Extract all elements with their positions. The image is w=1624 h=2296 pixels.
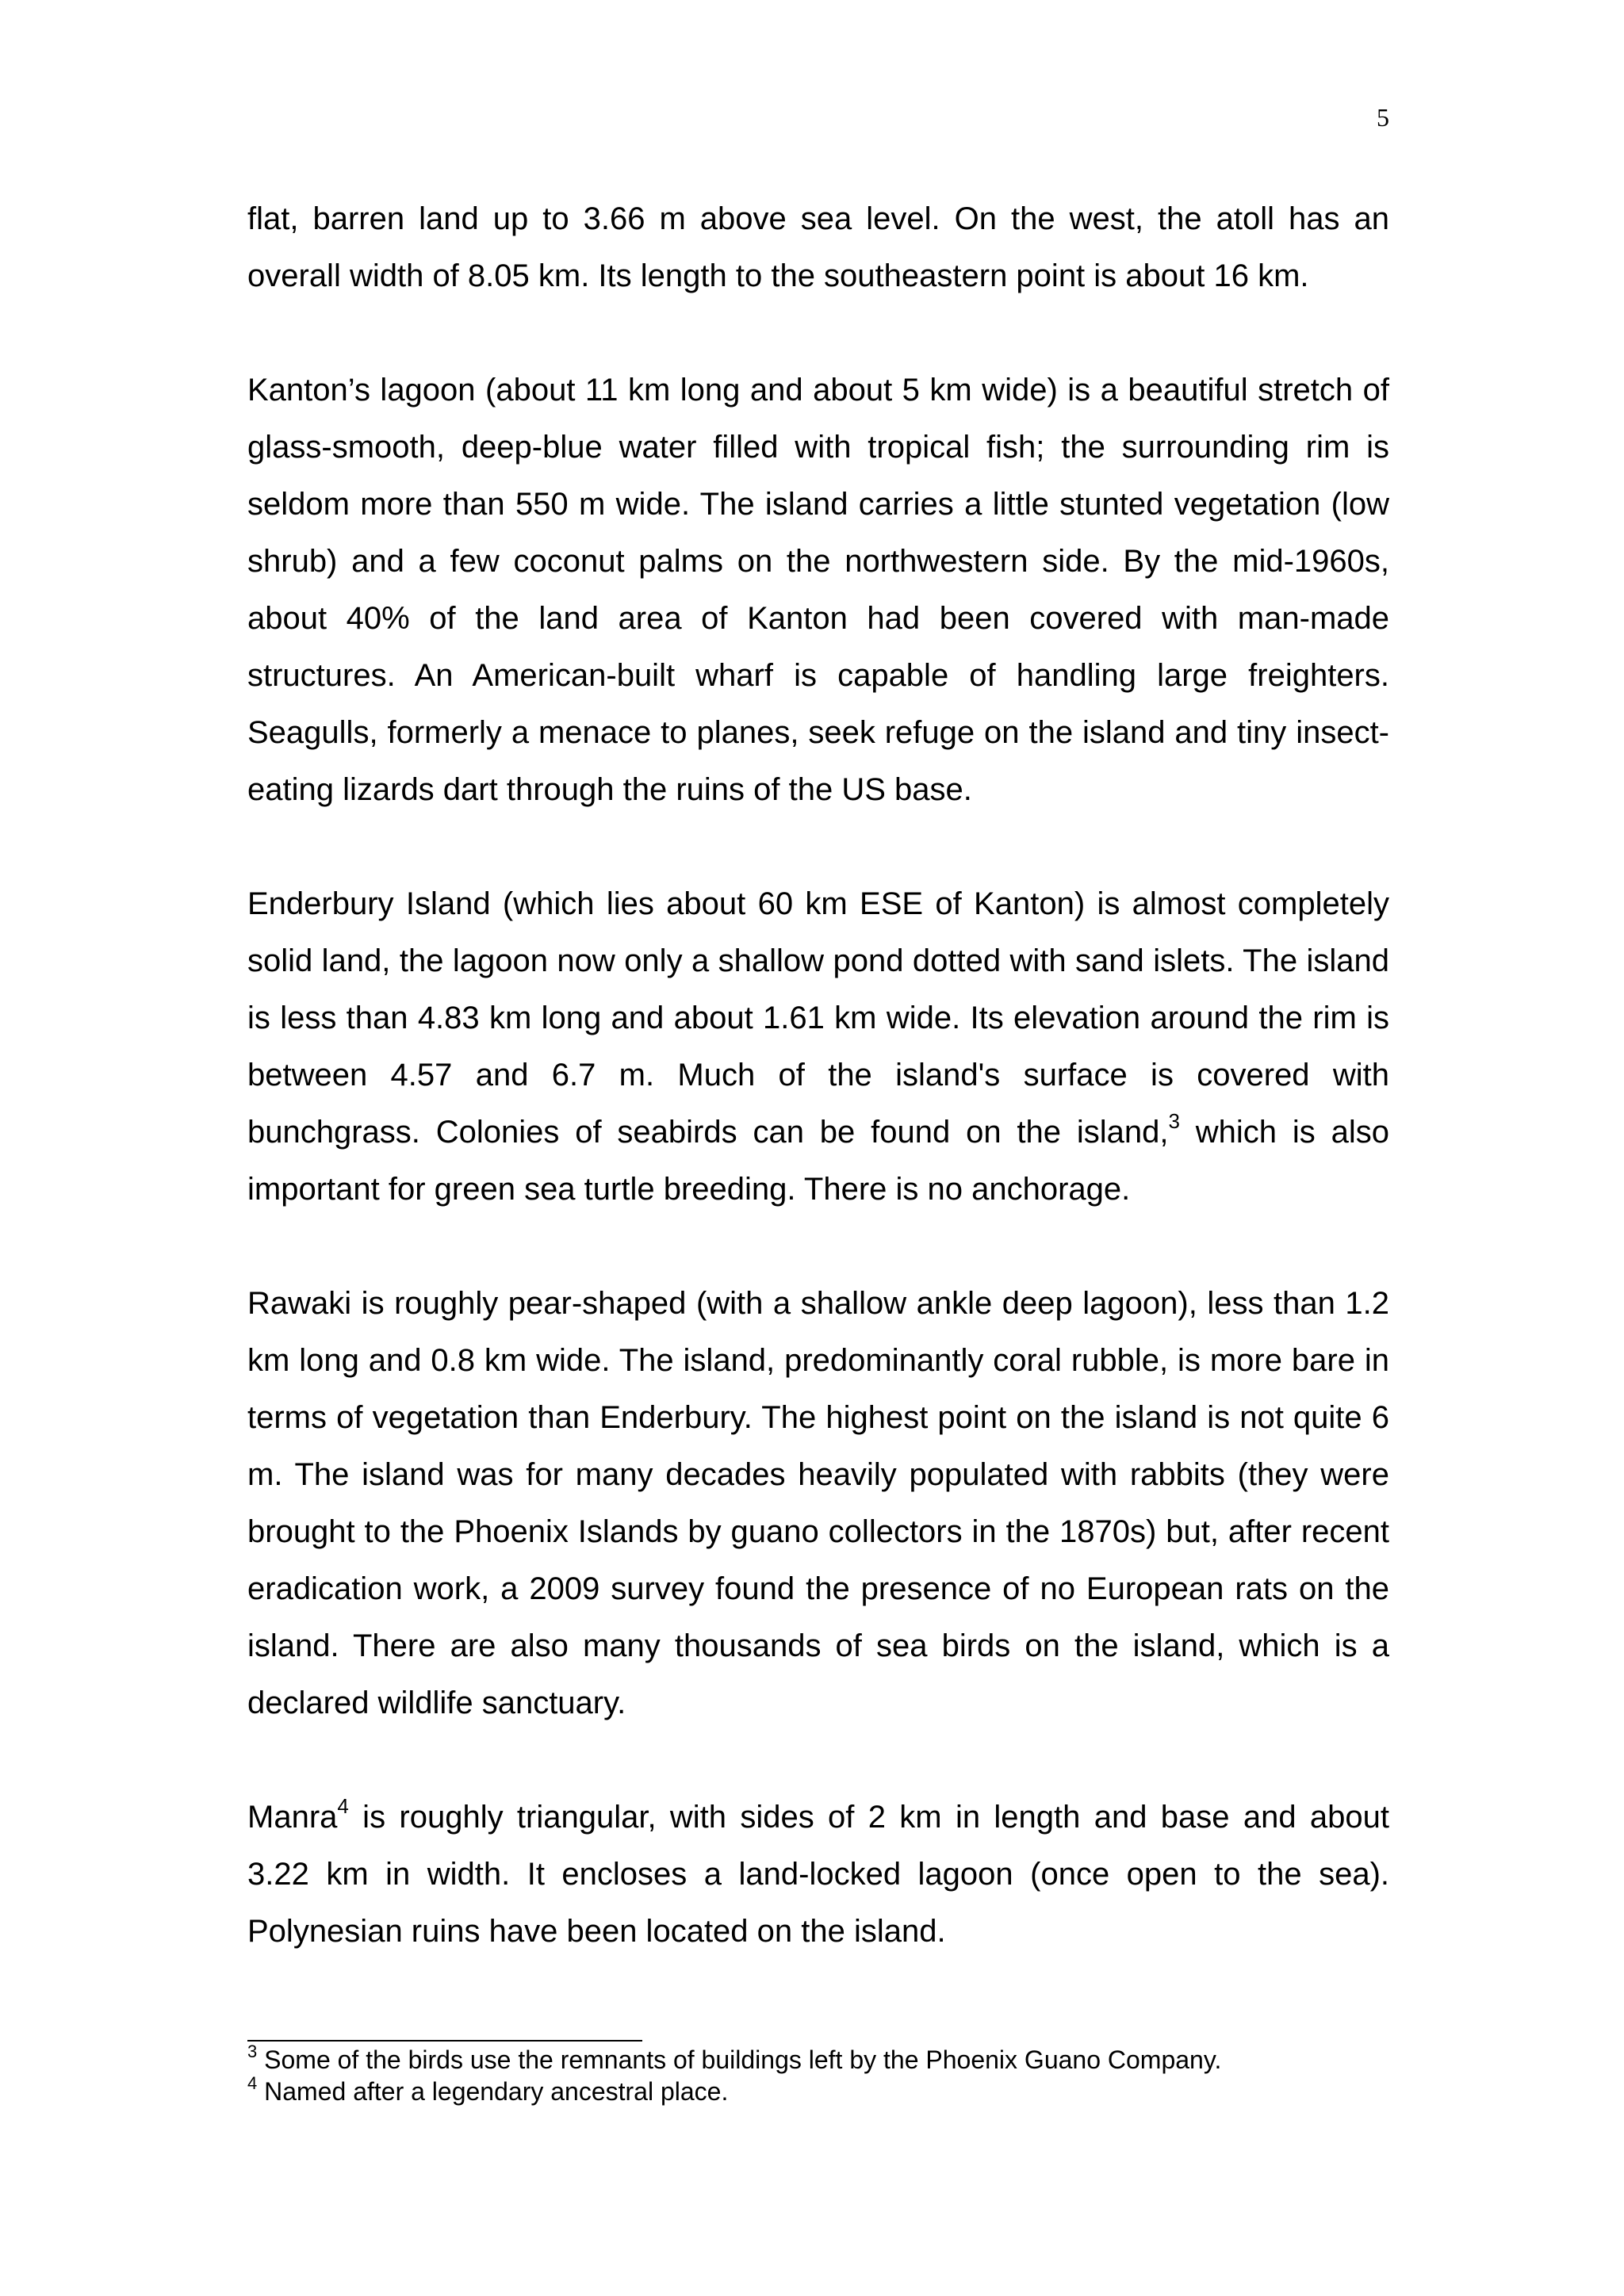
paragraph-text: is roughly triangular, with sides of 2 km in length and base and about 3.22 km in width. It encloses a land-locked lagoon (once open to the sea). Polynesian ruins have been located on the island. [247,1800,1389,1949]
footnote-marker: 4 [247,2073,258,2093]
footnote-text: Some of the birds use the remnants of buildings left by the Phoenix Guano Company. [257,2045,1222,2074]
footnote-reference[interactable]: 3 [1168,1109,1180,1133]
paragraph-text: Manra [247,1800,338,1835]
footnote-reference[interactable]: 4 [337,1794,349,1818]
paragraph-manra [247,1789,1389,1960]
paragraph-text: which is also important for green sea turtle breeding. There is no anchorage. [247,1115,1389,1207]
page-number: 5 [1377,103,1389,132]
footnotes [247,2044,1389,2107]
footnote [247,2073,1389,2107]
document-body [247,190,1389,1960]
paragraph-enderbury [247,875,1389,1218]
paragraph-text: Enderbury Island (which lies about 60 km ESE of Kanton) is almost completely solid land, the lagoon now only a shallow pond dotted with sand islets. The island is less than 4.83 km long and about 1.61 km wide. Its elevation around the rim is between 4.57 and 6.7 m. Much of the island's surface is covered with bunchgrass. Colonies of seabirds can be found on the island, [247,886,1389,1150]
paragraph-kanton-lagoon: Kanton’s lagoon (about 11 km long and about 5 km wide) is a beautiful stretch of glass-smooth, deep-blue water filled with tropical fish; the surrounding rim is seldom more than 550 m wide. The island carries a little stunted vegetation (low shrub) and a few coconut palms on the northwestern side. By the mid-1960s, about 40% of the land area of Kanton had been covered with man-made structures. An American-built wharf is capable of handling large freighters. Seagulls, formerly a menace to planes, seek refuge on the island and tiny insect-eating lizards dart through the ruins of the US base. [247,373,1389,807]
footnote [247,2044,1389,2076]
footnote-separator [247,2040,642,2042]
paragraph-kanton-dimensions: flat, barren land up to 3.66 m above sea level. On the west, the atoll has an overall width of 8.05 km. Its length to the southeastern point is about 16 km. [247,201,1389,293]
paragraph-rawaki: Rawaki is roughly pear-shaped (with a shallow ankle deep lagoon), less than 1.2 km long and 0.8 km wide. The island, predominantly coral rubble, is more bare in terms of vegetation than Enderbury. The highest point on the island is not quite 6 m. The island was for many decades heavily populated with rabbits (they were brought to the Phoenix Islands by guano collectors in the 1870s) but, after recent eradication work, a 2009 survey found the presence of no European rats on the island. There are also many thousands of sea birds on the island, which is a declared wildlife sanctuary. [247,1286,1389,1720]
footnote-text: Named after a legendary ancestral place. [257,2077,729,2106]
footnote-marker: 3 [247,2042,258,2061]
